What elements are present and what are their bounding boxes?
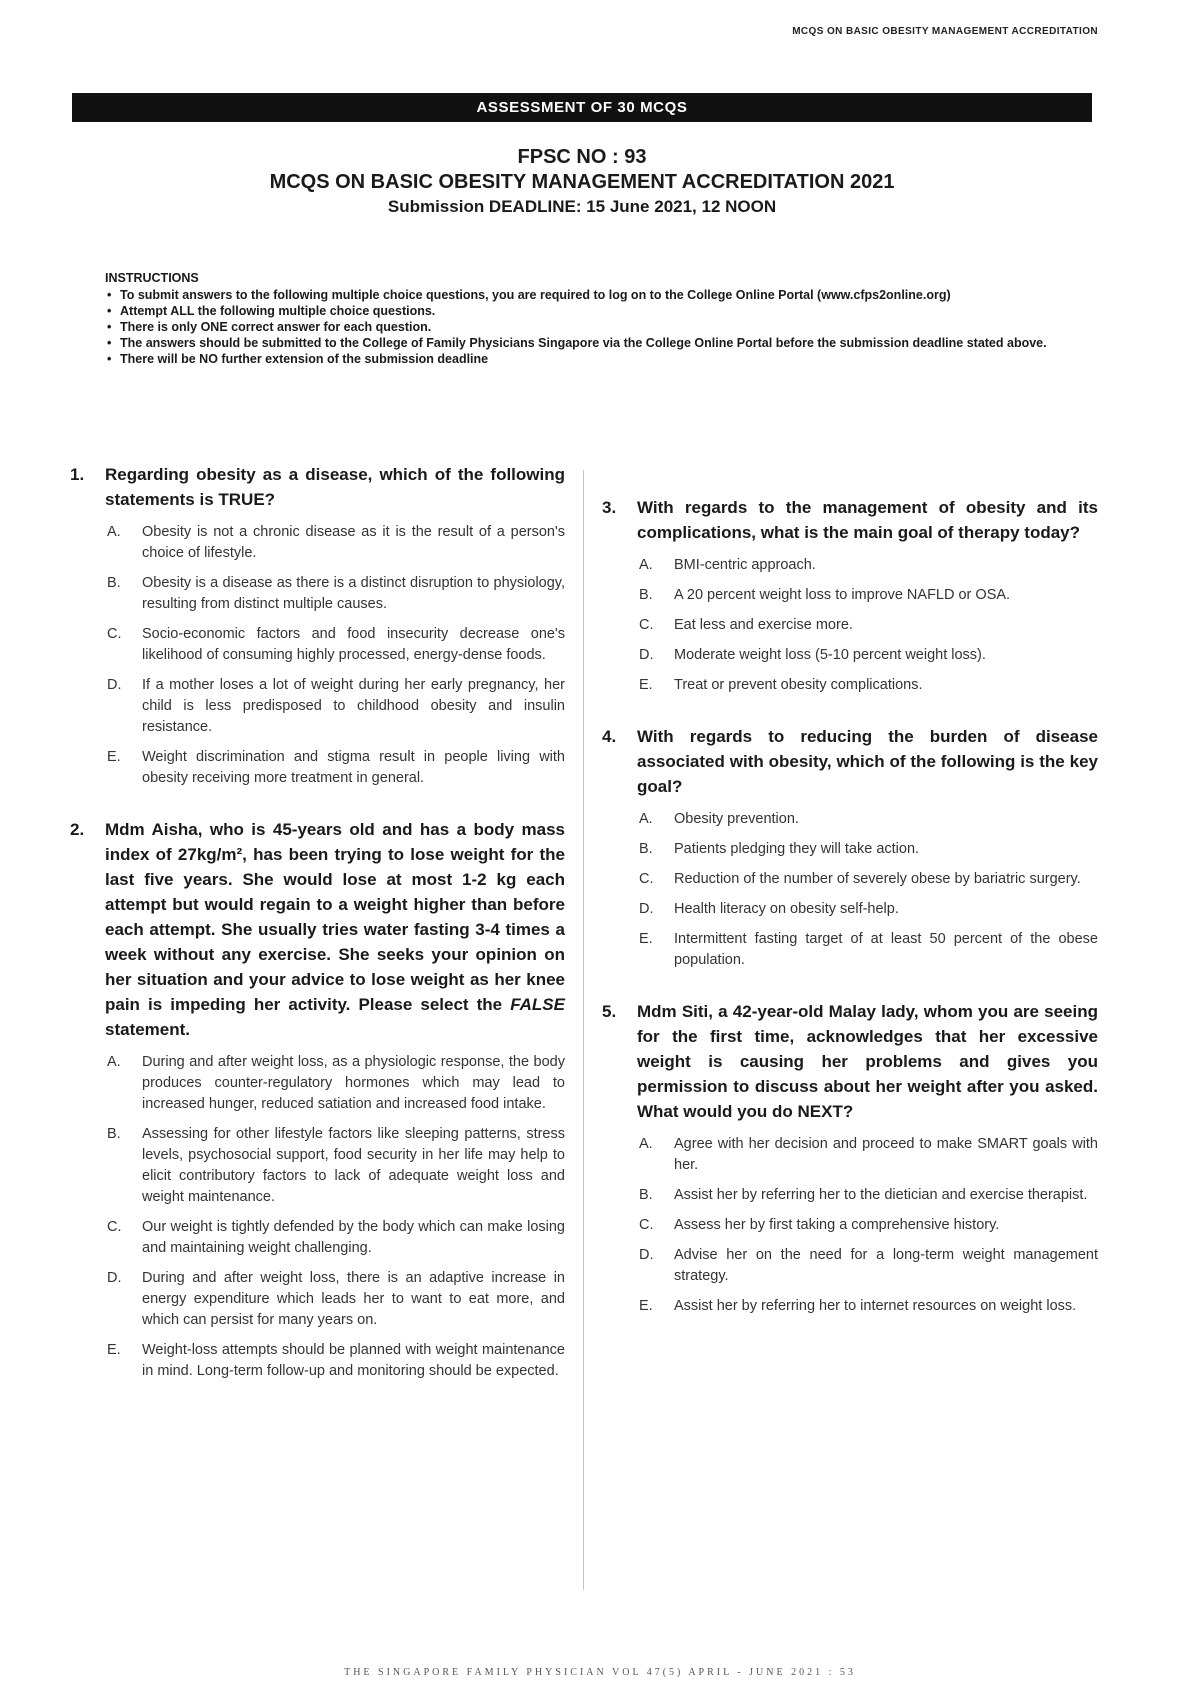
question-stem: Mdm Siti, a 42-year-old Malay lady, whom you are seeing for the first time, acknowledges that her excessive weight is causing her problems and gives you permission to discuss about her weight after you asked. What would you do NEXT? — [637, 1002, 1098, 1121]
instruction-item: • The answers should be submitted to the College of Family Physicians Singapore via the College Online Portal before the submission deadline stated above. — [105, 335, 1065, 351]
option-e[interactable]: E. Weight discrimination and stigma result in people living with obesity receiving more treatment in general. — [107, 749, 565, 786]
question-5 — [602, 999, 1098, 1317]
option-list — [107, 522, 565, 789]
instruction-item: • Attempt ALL the following multiple choice questions. — [105, 303, 1065, 319]
question-stem: Mdm Aisha, who is 45-years old and has a body mass index of 27kg/m², has been trying to lose weight for the last five years. She would lose at most 1-2 kg each attempt but would regain to a weight higher than before each attempt. She usually tries water fasting 3-4 times a week without any exercise. She seeks your opinion on her situation and your advice to lose weight as her knee pain is impeding her activity. Please select the FALSE statement. — [105, 820, 565, 1039]
option-a[interactable]: A. Obesity is not a chronic disease as it is the result of a person's choice of lifestyle. — [107, 524, 565, 561]
option-b[interactable]: B. Patients pledging they will take action. — [639, 841, 920, 857]
option-a[interactable]: A. During and after weight loss, as a physiologic response, the body produces counter-regulatory hormones which may lead to increased hunger, reduced satiation and increased food intake. — [107, 1054, 565, 1112]
question-stem: With regards to reducing the burden of disease associated with obesity, which of the following is the key goal? — [637, 727, 1098, 796]
instruction-item: • There is only ONE correct answer for each question. — [105, 319, 1065, 335]
option-list — [639, 1134, 1098, 1317]
instruction-item: • There will be NO further extension of the submission deadline — [105, 351, 1065, 367]
question-number: 3. — [602, 498, 617, 517]
title-block — [72, 145, 1092, 218]
instructions — [105, 271, 1065, 367]
option-b[interactable]: B. A 20 percent weight loss to improve NAFLD or OSA. — [639, 587, 1011, 603]
question-number: 4. — [602, 727, 617, 746]
journal-footer: THE SINGAPORE FAMILY PHYSICIAN VOL 47(5) APRIL - JUNE 2021 : 53 — [344, 1667, 856, 1678]
instruction-item: • To submit answers to the following multiple choice questions, you are required to log on to the College Online Portal (www.cfps2online.org) — [105, 287, 1065, 303]
question-1 — [70, 462, 565, 789]
instructions-heading: INSTRUCTIONS — [105, 271, 199, 285]
option-c[interactable]: C. Socio-economic factors and food insecurity decrease one's likelihood of consuming highly processed, energy-dense foods. — [107, 626, 565, 663]
submission-deadline: Submission DEADLINE: 15 June 2021, 12 NOON — [387, 197, 777, 216]
question-number: 2. — [70, 820, 85, 839]
option-d[interactable]: D. Moderate weight loss (5-10 percent weight loss). — [639, 647, 986, 663]
option-list — [107, 1052, 565, 1382]
right-column — [602, 495, 1098, 1345]
option-b[interactable]: B. Assist her by referring her to the dietician and exercise therapist. — [639, 1187, 1088, 1203]
option-d[interactable]: D. During and after weight loss, there is an adaptive increase in energy expenditure which leads her to want to eat more, and which can persist for many years on. — [107, 1270, 565, 1328]
option-b[interactable]: B. Obesity is a disease as there is a distinct disruption to physiology, resulting from distinct multiple causes. — [107, 575, 565, 612]
option-d[interactable]: D. Advise her on the need for a long-term weight management strategy. — [639, 1247, 1098, 1284]
option-c[interactable]: C. Reduction of the number of severely obese by bariatric surgery. — [639, 871, 1081, 887]
question-3 — [602, 495, 1098, 696]
option-e[interactable]: E. Treat or prevent obesity complications. — [639, 677, 923, 693]
question-stem: With regards to the management of obesity and its complications, what is the main goal of therapy today? — [637, 498, 1098, 542]
column-divider — [583, 470, 584, 1590]
question-stem: Regarding obesity as a disease, which of the following statements is TRUE? — [105, 465, 565, 509]
option-e[interactable]: E. Weight-loss attempts should be planned with weight maintenance in mind. Long-term follow-up and monitoring should be expected. — [107, 1342, 565, 1379]
question-number: 5. — [602, 1002, 617, 1021]
option-list — [639, 809, 1098, 971]
question-4 — [602, 724, 1098, 971]
left-column — [70, 462, 565, 1410]
running-header: MCQS ON BASIC OBESITY MANAGEMENT ACCREDITATION — [792, 26, 1098, 37]
fpsc-number: FPSC NO : 93 — [517, 146, 647, 168]
option-d[interactable]: D. Health literacy on obesity self-help. — [639, 901, 899, 917]
section-banner: ASSESSMENT OF 30 MCQS — [72, 93, 1092, 122]
question-number: 1. — [70, 465, 85, 484]
option-a[interactable]: A. Obesity prevention. — [639, 811, 799, 827]
page-title: MCQS ON BASIC OBESITY MANAGEMENT ACCREDITATION 2021 — [269, 171, 895, 193]
false-emphasis: FALSE — [510, 995, 565, 1014]
option-c[interactable]: C. Our weight is tightly defended by the body which can make losing and maintaining weight challenging. — [107, 1219, 565, 1256]
option-d[interactable]: D. If a mother loses a lot of weight during her early pregnancy, her child is less predisposed to childhood obesity and insulin resistance. — [107, 677, 565, 735]
question-2 — [70, 817, 565, 1382]
option-e[interactable]: E. Intermittent fasting target of at least 50 percent of the obese population. — [639, 931, 1098, 968]
instructions-list — [105, 287, 1065, 367]
option-a[interactable]: A. BMI-centric approach. — [639, 557, 816, 573]
option-e[interactable]: E. Assist her by referring her to internet resources on weight loss. — [639, 1298, 1077, 1314]
option-c[interactable]: C. Assess her by first taking a comprehensive history. — [639, 1217, 1000, 1233]
option-b[interactable]: B. Assessing for other lifestyle factors like sleeping patterns, stress levels, psychosocial support, food security in her life may help to elicit contributory factors to lack of adequate weight loss and weight maintenance. — [107, 1126, 565, 1205]
option-c[interactable]: C. Eat less and exercise more. — [639, 617, 853, 633]
option-list — [639, 555, 1098, 696]
option-a[interactable]: A. Agree with her decision and proceed to make SMART goals with her. — [639, 1136, 1098, 1173]
